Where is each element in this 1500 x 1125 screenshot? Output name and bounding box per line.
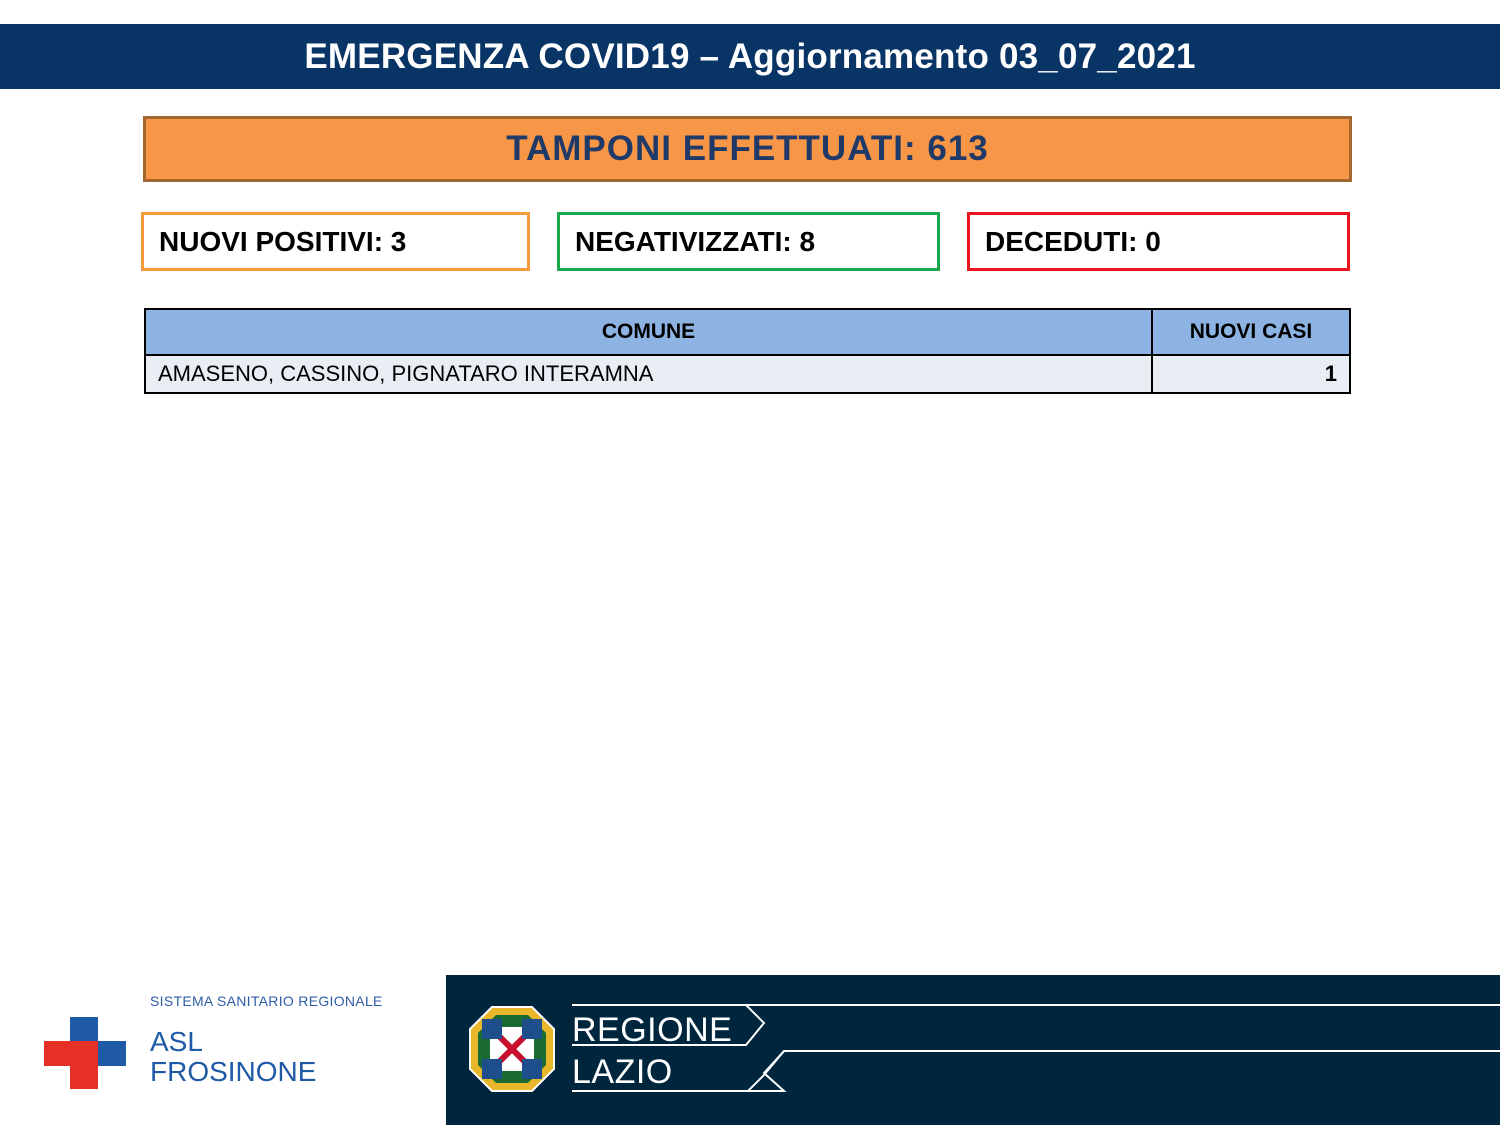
table-header-row: [145, 309, 1350, 355]
tamponi-effettuati-banner: TAMPONI EFFETTUATI: 613: [143, 116, 1352, 182]
regione-lazio-emblem-icon: [468, 1005, 556, 1093]
column-header-comune: COMUNE: [145, 309, 1152, 355]
page-title: EMERGENZA COVID19 – Aggiornamento 03_07_2021: [0, 24, 1500, 89]
sistema-sanitario-label: SISTEMA SANITARIO REGIONALE: [150, 993, 383, 1009]
column-header-nuovi-casi: NUOVI CASI: [1152, 309, 1350, 355]
regione-name-line1: REGIONE: [572, 1011, 733, 1049]
asl-name-line2: FROSINONE: [150, 1056, 317, 1087]
negativizzati-box: NEGATIVIZZATI: 8: [557, 212, 940, 271]
cell-nuovi-casi: 1: [1152, 355, 1350, 393]
regione-name-line2: LAZIO: [572, 1053, 673, 1091]
asl-frosinone-logo: [0, 975, 446, 1125]
cell-comune: AMASENO, CASSINO, PIGNATARO INTERAMNA: [145, 355, 1152, 393]
regione-lazio-banner: [446, 975, 1500, 1125]
nuovi-positivi-box: NUOVI POSITIVI: 3: [141, 212, 530, 271]
medical-cross-icon: [44, 1017, 126, 1089]
deceduti-box: DECEDUTI: 0: [967, 212, 1350, 271]
cases-table: [144, 308, 1351, 394]
table-row: [145, 355, 1350, 393]
asl-name: [150, 1027, 316, 1087]
regione-lazio-name: [572, 1009, 732, 1093]
asl-name-line1: ASL: [150, 1026, 203, 1057]
